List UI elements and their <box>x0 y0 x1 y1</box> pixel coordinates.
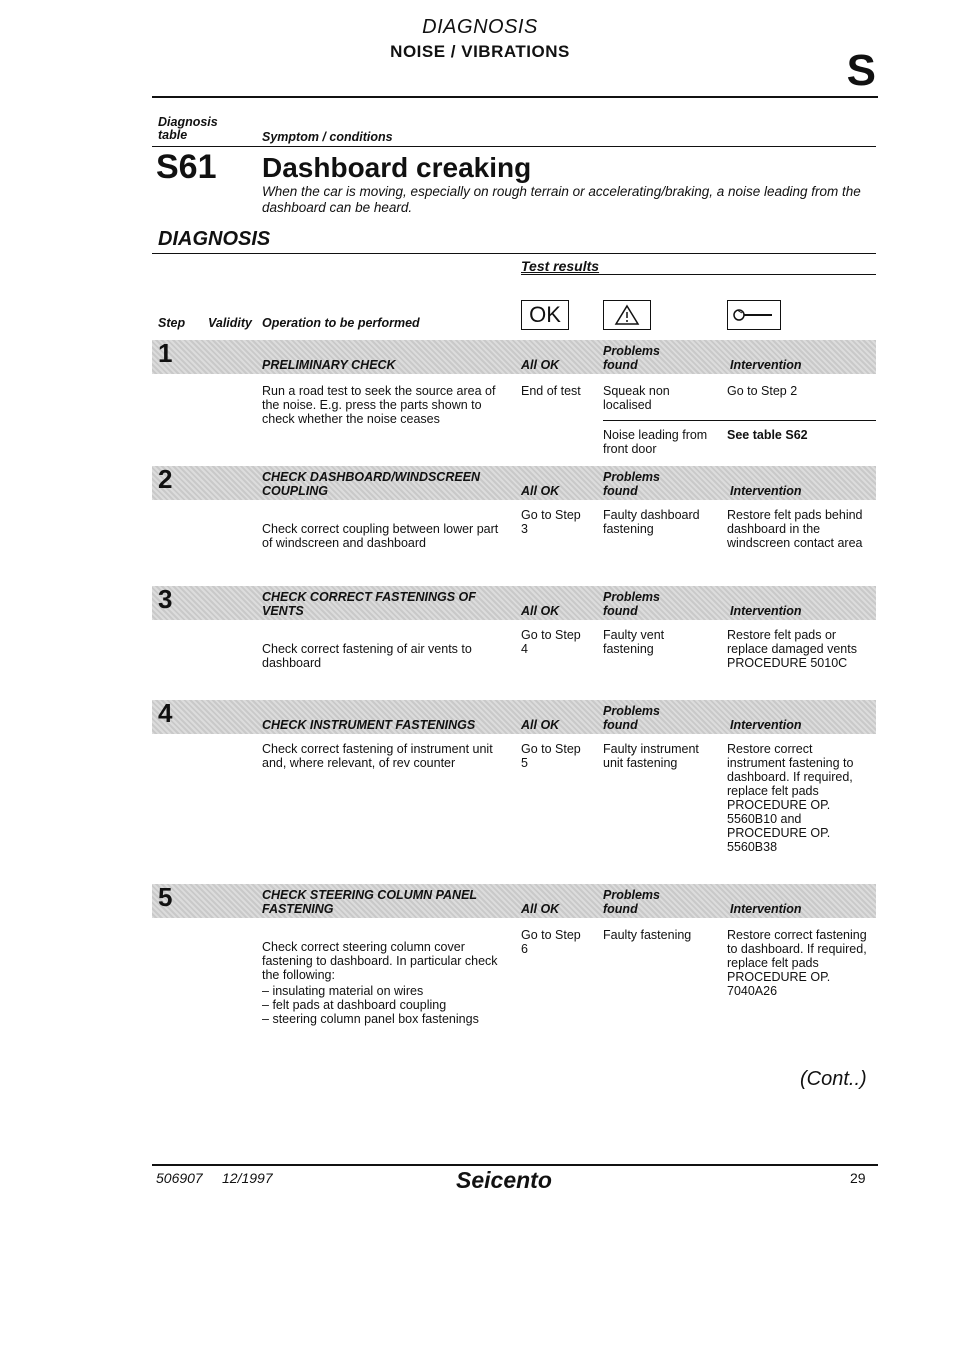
step-problem: Faulty vent fastening <box>603 628 665 656</box>
problems-found-label: Problems found <box>603 888 660 916</box>
brand-logo: Seicento <box>456 1167 552 1193</box>
intervention-label: Intervention <box>730 604 802 618</box>
step-intervention: Restore felt pads behind dashboard in the windscreen contact area <box>727 508 863 550</box>
step-problem: Squeak non localised <box>603 384 670 412</box>
col-validity: Validity <box>208 316 252 330</box>
step-ok-result: End of test <box>521 384 581 398</box>
step-intervention: Restore felt pads or replace damaged vents PROCEDURE 5010C <box>727 628 857 670</box>
intervention-label: Intervention <box>730 902 802 916</box>
step-ok-result: Go to Step 3 <box>521 508 581 536</box>
test-results-rule <box>521 274 876 275</box>
footer-rule <box>152 1164 878 1166</box>
problems-found-label: Problems found <box>603 470 660 498</box>
step-operation: Check correct fastening of air vents to dashboard <box>262 642 472 670</box>
step-title: CHECK DASHBOARD/WINDSCREEN COUPLING <box>262 470 481 498</box>
checklist-item: – steering column panel box fastenings <box>262 1012 479 1026</box>
symptom-description: When the car is moving, especially on rough terrain or accelerating/braking, a noise leading from the dashboard can be heard. <box>262 184 861 215</box>
step-problem: Faulty dashboard fastening <box>603 508 700 536</box>
header-rule <box>152 96 878 98</box>
step-problem: Noise leading from front door <box>603 428 708 456</box>
step-checklist <box>262 984 522 1026</box>
intervention-label: Intervention <box>730 358 802 372</box>
step-number: 3 <box>158 584 173 614</box>
all-ok-label: All OK <box>521 358 560 372</box>
doc-date: 12/1997 <box>222 1170 273 1186</box>
step-operation: Run a road test to seek the source area of the noise. E.g. press the parts shown to check whether the noise ceases <box>262 384 496 426</box>
ok-icon: OK <box>521 300 569 330</box>
row-divider <box>603 420 876 421</box>
diagnosis-rule <box>152 253 876 254</box>
step-title: PRELIMINARY CHECK <box>262 358 396 372</box>
step-title: CHECK STEERING COLUMN PANEL FASTENING <box>262 888 477 916</box>
intervention-label: Intervention <box>730 484 802 498</box>
step-number: 2 <box>158 464 173 494</box>
step-title: CHECK INSTRUMENT FASTENINGS <box>262 718 476 732</box>
step-number: 5 <box>158 882 173 912</box>
col-step: Step <box>158 316 186 330</box>
step-number: 4 <box>158 698 173 728</box>
step-intervention: Restore correct fastening to dashboard. If required, replace felt pads PROCEDURE OP. 7040A26 <box>727 928 867 998</box>
diagnosis-heading: DIAGNOSIS <box>158 228 271 250</box>
table-code: S61 <box>156 148 217 186</box>
step-operation: Check correct coupling between lower part of windscreen and dashboard <box>262 522 499 550</box>
continued-label: (Cont..) <box>800 1068 867 1090</box>
warning-icon <box>603 300 651 330</box>
step-ok-result: Go to Step 5 <box>521 742 581 770</box>
table-label: Diagnosis table <box>158 115 218 142</box>
header-subtitle: NOISE / VIBRATIONS <box>390 42 570 61</box>
step-problem: Faulty fastening <box>603 928 692 942</box>
wrench-icon <box>727 300 781 330</box>
problems-found-label: Problems found <box>603 344 660 372</box>
step-intervention: See table S62 <box>727 428 808 442</box>
all-ok-label: All OK <box>521 484 560 498</box>
all-ok-label: All OK <box>521 604 560 618</box>
section-letter: S <box>846 46 876 95</box>
step-intervention: Restore correct instrument fastening to dashboard. If required, replace felt pads PROCEDURE OP. 5560B10 and PROCEDURE OP. 5560B38 <box>727 742 854 854</box>
problems-found-label: Problems found <box>603 590 660 618</box>
intervention-label: Intervention <box>730 718 802 732</box>
step-ok-result: Go to Step 6 <box>521 928 581 956</box>
all-ok-label: All OK <box>521 718 560 732</box>
doc-number: 506907 <box>156 1170 203 1186</box>
page-number: 29 <box>850 1170 866 1186</box>
step-intervention: Go to Step 2 <box>727 384 798 398</box>
test-results-label: Test results <box>521 258 600 274</box>
header-title: DIAGNOSIS <box>422 16 538 38</box>
problems-found-label: Problems found <box>603 704 660 732</box>
symptom-label: Symptom / conditions <box>262 130 393 144</box>
step-number: 1 <box>158 338 173 368</box>
step-operation: Check correct fastening of instrument unit and, where relevant, of rev counter <box>262 742 493 770</box>
step-problem: Faulty instrument unit fastening <box>603 742 699 770</box>
checklist-item: – insulating material on wires <box>262 984 424 998</box>
col-operation: Operation to be performed <box>262 316 420 330</box>
checklist-item: – felt pads at dashboard coupling <box>262 998 447 1012</box>
step-title: CHECK CORRECT FASTENINGS OF VENTS <box>262 590 476 618</box>
step-ok-result: Go to Step 4 <box>521 628 581 656</box>
meta-rule <box>152 146 876 147</box>
all-ok-label: All OK <box>521 902 560 916</box>
page-title: Dashboard creaking <box>262 152 532 183</box>
step-operation: Check correct steering column cover fastening to dashboard. In particular check the following: <box>262 940 498 982</box>
